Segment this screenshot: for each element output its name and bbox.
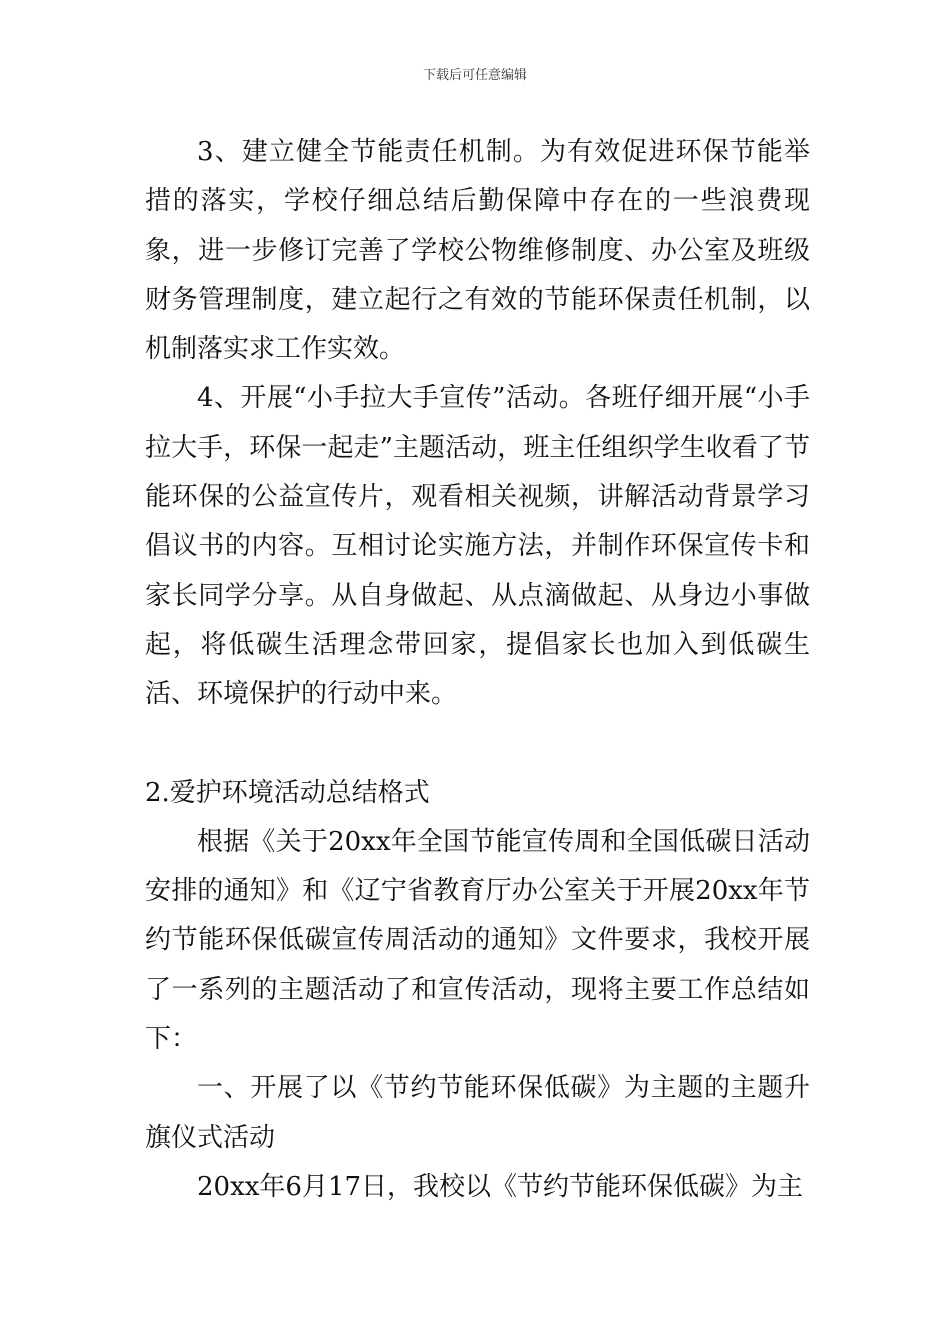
- paragraph-notice-basis: 根据《关于20xx年全国节能宣传周和全国低碳日活动安排的通知》和《辽宁省教育厅办公室关于开展20xx年节约节能环保低碳宣传周活动的通知》文件要求，我校开展了一系列的主题活动了和宣传活动，现将主要工作总结如下：: [145, 826, 810, 1055]
- paragraph-date-event: 20xx年6月17日，我校以《节约节能环保低碳》为主: [197, 1171, 804, 1202]
- page-header-note: 下载后可任意编辑: [422, 68, 527, 83]
- section-title: 2.爱护环境活动总结格式: [145, 777, 430, 808]
- paragraph-small-hands-campaign: 4、开展“小手拉大手宣传”活动。各班仔细开展“小手拉大手，环保一起走”主题活动，班主任组织学生收看了节能环保的公益宣传片，观看相关视频，讲解活动背景学习倡议书的内容。互相讨论实施方法，并制作环保宣传卡和家长同学分享。从自身做起、从点滴做起、从身边小事做起，将低碳生活理念带回家，提倡家长也加入到低碳生活、环境保护的行动中来。: [145, 383, 810, 710]
- paragraph-flag-ceremony: 一、开展了以《节约节能环保低碳》为主题的主题升旗仪式活动: [145, 1073, 810, 1153]
- document-body: [145, 128, 810, 1212]
- paragraph-energy-responsibility: 3、建立健全节能责任机制。为有效促进环保节能举措的落实，学校仔细总结后勤保障中存在的一些浪费现象，进一步修订完善了学校公物维修制度、办公室及班级财务管理制度，建立起行之有效的节能环保责任机制，以机制落实求工作实效。: [145, 137, 810, 365]
